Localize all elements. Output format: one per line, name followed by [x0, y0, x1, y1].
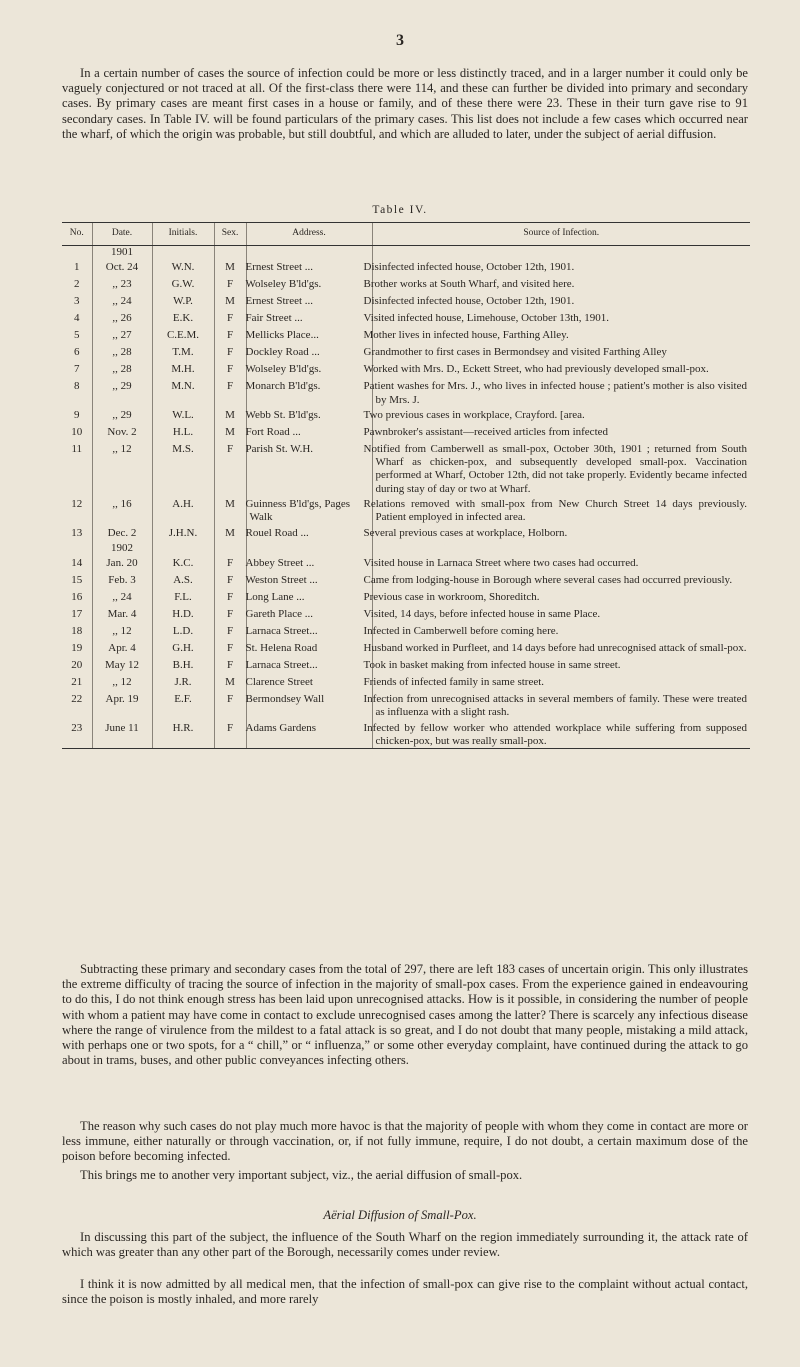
cell-sex: M [214, 424, 246, 441]
cell-source: Two previous cases in workplace, Crayford. [area. [372, 407, 750, 424]
cell-source: Several previous cases at workplace, Holborn. [372, 525, 750, 542]
cell-no: 19 [71, 641, 83, 654]
cell-no: 10 [71, 425, 83, 438]
cell-source: Previous case in workroom, Shoreditch. [372, 589, 750, 606]
cell-address: Gareth Place ... [246, 606, 372, 623]
cell-source: Visited infected house, Limehouse, October 13th, 1901. [372, 310, 750, 327]
cell-source: Infected in Camberwell before coming here. [372, 623, 750, 640]
table-row [62, 720, 750, 749]
table-row [62, 361, 750, 378]
table-row [62, 441, 750, 496]
cell-address: Guinness B'ld'gs, Pages Walk [246, 496, 372, 525]
cell-initials: H.R. [152, 720, 214, 749]
cell-initials: A.H. [152, 496, 214, 525]
table-row [62, 542, 750, 555]
cell-no: 22 [71, 692, 83, 705]
cell-address: Larnaca Street... [246, 657, 372, 674]
cell-source: Visited house in Larnaca Street where two cases had occurred. [372, 555, 750, 572]
cell-date: ,, 23 [92, 276, 152, 293]
cell-date: 1901 [92, 246, 152, 260]
cell-source: Came from lodging-house in Borough where several cases had occurred previously. [372, 572, 750, 589]
cell-source: Grandmother to first cases in Bermondsey and visited Farthing Alley [372, 344, 750, 361]
table-row [62, 640, 750, 657]
cell-sex: F [214, 657, 246, 674]
cell-no: 9 [74, 408, 80, 421]
cell-address: Wolseley B'ld'gs. [246, 276, 372, 293]
table-row [62, 525, 750, 542]
cell-source: Worked with Mrs. D., Eckett Street, who had previously developed small-pox. [372, 361, 750, 378]
cell-initials: J.R. [152, 674, 214, 691]
cell-source: Infection from unrecognised attacks in several members of family. These were treated as influenza with a slight rash. [372, 691, 750, 720]
cell-sex: F [214, 691, 246, 720]
cell-address: St. Helena Road [246, 640, 372, 657]
cell-sex: M [214, 496, 246, 525]
cell-date: June 11 [92, 720, 152, 749]
intro-paragraph: In a certain number of cases the source of infection could be more or less distinctly traced, and in a larger number it could only be vaguely conjectured or not traced at all. Of the first-class there were 114, and these can further be divided into primary and secondary cases. By primary cases are meant first cases in a house or family, and of these there were 23. These in their turn gave rise to 91 secondary cases. In Table IV. will be found particulars of the primary cases. This list does not include a few cases which occurred near the wharf, of which the origin was probable, but still doubtful, and which are alluded to later, under the subject of aerial diffusion. [62, 66, 748, 141]
cell-date: ,, 28 [92, 344, 152, 361]
table-body [62, 246, 750, 749]
cell-date: ,, 16 [92, 496, 152, 525]
cell-date: ,, 24 [92, 589, 152, 606]
cell-source [372, 542, 750, 555]
cell-sex: F [214, 378, 246, 407]
cell-initials: E.K. [152, 310, 214, 327]
cell-no: 7 [74, 363, 80, 376]
cell-address [246, 542, 372, 555]
cell-no: 17 [71, 607, 83, 620]
cell-address: Monarch B'ld'gs. [246, 378, 372, 407]
cell-initials: H.L. [152, 424, 214, 441]
cell-sex: F [214, 572, 246, 589]
cell-address: Long Lane ... [246, 589, 372, 606]
header-sex: Sex. [214, 223, 246, 246]
cell-date: ,, 12 [92, 441, 152, 496]
paragraph-aerial-intro: This brings me to another very important subject, viz., the aerial diffusion of small-pox. [80, 1168, 523, 1182]
cell-address: Mellicks Place... [246, 327, 372, 344]
cell-no: 15 [71, 573, 83, 586]
paragraph-discussing: In discussing this part of the subject, the influence of the South Wharf on the region immediately surrounding it, the attack rate of which was greater than any other part of the Borough, necessarily comes under review. [62, 1230, 748, 1260]
cell-sex: F [214, 623, 246, 640]
cell-date: ,, 28 [92, 361, 152, 378]
cell-initials: H.D. [152, 606, 214, 623]
cell-sex: F [214, 327, 246, 344]
cell-no: 16 [71, 590, 83, 603]
header-date: Date. [92, 223, 152, 246]
cell-sex: M [214, 259, 246, 276]
cell-address: Clarence Street [246, 674, 372, 691]
cell-date: ,, 12 [92, 674, 152, 691]
cell-source: Disinfected infected house, October 12th, 1901. [372, 293, 750, 310]
cell-address: Fort Road ... [246, 424, 372, 441]
cell-sex [214, 246, 246, 260]
cell-source: Mother lives in infected house, Farthing Alley. [372, 327, 750, 344]
cell-initials: L.D. [152, 623, 214, 640]
table-row [62, 674, 750, 691]
cell-address: Webb St. B'ld'gs. [246, 407, 372, 424]
table-caption: Table IV. [372, 204, 428, 216]
cell-address: Ernest Street ... [246, 259, 372, 276]
table-row [62, 327, 750, 344]
cell-source [372, 246, 750, 260]
cell-initials: M.S. [152, 441, 214, 496]
table-row [62, 259, 750, 276]
cell-sex: F [214, 310, 246, 327]
cell-source: Husband worked in Purfleet, and 14 days before had unrecognised attack of small-pox. [372, 640, 750, 657]
cell-no: 23 [62, 720, 92, 749]
cell-initials: G.W. [152, 276, 214, 293]
cell-initials: B.H. [152, 657, 214, 674]
cell-sex: F [214, 361, 246, 378]
cell-address: Ernest Street ... [246, 293, 372, 310]
table-row [62, 606, 750, 623]
cell-date: Nov. 2 [92, 424, 152, 441]
cell-initials: T.M. [152, 344, 214, 361]
cell-sex: M [214, 293, 246, 310]
cell-no: 20 [71, 658, 83, 671]
cell-sex: F [214, 276, 246, 293]
table-row [62, 589, 750, 606]
cell-source: Pawnbroker's assistant—received articles from infected [372, 424, 750, 441]
cell-no [62, 246, 92, 260]
cell-initials: E.F. [152, 691, 214, 720]
cell-date: Jan. 20 [92, 555, 152, 572]
table-row [62, 496, 750, 525]
cell-date: Oct. 24 [92, 259, 152, 276]
cell-initials: G.H. [152, 640, 214, 657]
cell-no: 14 [71, 556, 83, 569]
cell-sex: M [214, 525, 246, 542]
cell-date: Apr. 19 [92, 691, 152, 720]
cell-address: Parish St. W.H. [246, 441, 372, 496]
cell-no: 18 [71, 624, 83, 637]
page-number: 3 [396, 32, 404, 49]
cell-source: Took in basket making from infected house in same street. [372, 657, 750, 674]
cell-date: ,, 29 [92, 378, 152, 407]
cell-address: Adams Gardens [246, 720, 372, 749]
cell-initials: A.S. [152, 572, 214, 589]
cell-initials [152, 542, 214, 555]
table-row [62, 623, 750, 640]
cell-no: 8 [74, 380, 80, 393]
cell-date: Dec. 2 [92, 525, 152, 542]
cell-address: Wolseley B'ld'gs. [246, 361, 372, 378]
table-row [62, 344, 750, 361]
cell-date: ,, 12 [92, 623, 152, 640]
table-header-row [62, 223, 750, 246]
header-address: Address. [246, 223, 372, 246]
header-no: No. [62, 223, 92, 246]
cell-sex: F [214, 589, 246, 606]
cell-date: ,, 26 [92, 310, 152, 327]
cell-sex: M [214, 407, 246, 424]
table-row [62, 407, 750, 424]
cell-date: 1902 [92, 542, 152, 555]
cell-no: 2 [74, 278, 80, 291]
header-source: Source of Infection. [372, 223, 750, 246]
cell-sex: F [214, 555, 246, 572]
table-row [62, 572, 750, 589]
cell-sex: M [214, 674, 246, 691]
table-row [62, 691, 750, 720]
cell-address [246, 246, 372, 260]
cell-initials [152, 246, 214, 260]
cell-source: Patient washes for Mrs. J., who lives in infected house ; patient's mother is also visited by Mrs. J. [372, 378, 750, 407]
cell-address: Larnaca Street... [246, 623, 372, 640]
cell-date: May 12 [92, 657, 152, 674]
cell-sex: F [214, 606, 246, 623]
cell-sex: F [214, 640, 246, 657]
table-row [62, 310, 750, 327]
cell-no: 5 [74, 329, 80, 342]
cell-initials: J.H.N. [152, 525, 214, 542]
cell-no: 3 [74, 295, 80, 308]
table-row [62, 276, 750, 293]
header-initials: Initials. [152, 223, 214, 246]
cell-address: Weston Street ... [246, 572, 372, 589]
cell-source: Disinfected infected house, October 12th, 1901. [372, 259, 750, 276]
cell-date: ,, 24 [92, 293, 152, 310]
cell-initials: W.L. [152, 407, 214, 424]
cell-source: Relations removed with small-pox from New Church Street 14 days previously. Patient employed in infected area. [372, 496, 750, 525]
paragraph-admitted: I think it is now admitted by all medical men, that the infection of small-pox can give rise to the complaint without actual contact, since the poison is mostly inhaled, and more rarely [62, 1277, 748, 1307]
table-row [62, 246, 750, 260]
section-heading: Aërial Diffusion of Small-Pox. [323, 1208, 477, 1222]
table-row [62, 657, 750, 674]
cell-address: Abbey Street ... [246, 555, 372, 572]
cell-sex: F [214, 720, 246, 749]
cell-date: Feb. 3 [92, 572, 152, 589]
cell-initials: M.N. [152, 378, 214, 407]
cell-source: Visited, 14 days, before infected house in same Place. [372, 606, 750, 623]
cell-no: 13 [71, 526, 83, 539]
paragraph-reason: The reason why such cases do not play much more havoc is that the majority of people with whom they come in contact are more or less immune, either naturally or through vaccination, or, if not fully immune, require, I do not doubt, a certain maximum dose of the poison before becoming infected. [62, 1119, 748, 1164]
cell-sex [214, 542, 246, 555]
cell-no: 1 [74, 261, 80, 274]
cell-no: 6 [74, 346, 80, 359]
cell-initials: K.C. [152, 555, 214, 572]
paragraph-subtracting: Subtracting these primary and secondary cases from the total of 297, there are left 183 cases of uncertain origin. This only illustrates the extreme difficulty of tracing the source of infection in the majority of small-pox cases. From the experience gained in endeavouring to do this, I do not think enough stress has been laid upon unrecognised attacks. How is it possible, in considering the number of people with whom a patient may have come in contact to exclude unrecognised cases among the latter? There is scarcely any infectious disease where the range of virulence from the mildest to a fatal attack is so great, and I do not doubt that many people, mistaking a mild attack, with perhaps one or two spots, for a “ chill,” or “ influenza,” or some other everyday complaint, have continued during the attack to go about in trams, buses, and other public conveyances infecting others. [62, 962, 748, 1068]
cell-initials: W.N. [152, 259, 214, 276]
cell-no: 11 [71, 442, 83, 455]
cell-source: Friends of infected family in same street. [372, 674, 750, 691]
cell-initials: F.L. [152, 589, 214, 606]
cell-address: Rouel Road ... [246, 525, 372, 542]
cell-no: 4 [74, 312, 80, 325]
cell-address: Fair Street ... [246, 310, 372, 327]
cell-sex: F [214, 344, 246, 361]
cell-initials: W.P. [152, 293, 214, 310]
cell-source: Notified from Camberwell as small-pox, October 30th, 1901 ; returned from South Wharf as chicken-pox, and subsequently developed small-pox. Vaccination performed at Wharf, October 12th, did not take properly. Evidently became infected during stay of day or two at Wharf. [372, 441, 750, 496]
cell-address: Dockley Road ... [246, 344, 372, 361]
cell-source: Brother works at South Wharf, and visited here. [372, 276, 750, 293]
cell-initials: M.H. [152, 361, 214, 378]
cell-date: ,, 29 [92, 407, 152, 424]
cell-source: Infected by fellow worker who attended workplace while suffering from supposed chicken-pox, but was really small-pox. [372, 720, 750, 749]
cell-sex: F [214, 441, 246, 496]
cell-initials: C.E.M. [152, 327, 214, 344]
cell-no [62, 542, 92, 555]
table-row [62, 378, 750, 407]
cell-address: Bermondsey Wall [246, 691, 372, 720]
cell-no: 12 [71, 498, 83, 511]
table-row [62, 293, 750, 310]
cell-date: Apr. 4 [92, 640, 152, 657]
table-row [62, 555, 750, 572]
cell-date: ,, 27 [92, 327, 152, 344]
table-row [62, 424, 750, 441]
table-iv [62, 222, 750, 749]
cell-no: 21 [71, 675, 83, 688]
cell-date: Mar. 4 [92, 606, 152, 623]
